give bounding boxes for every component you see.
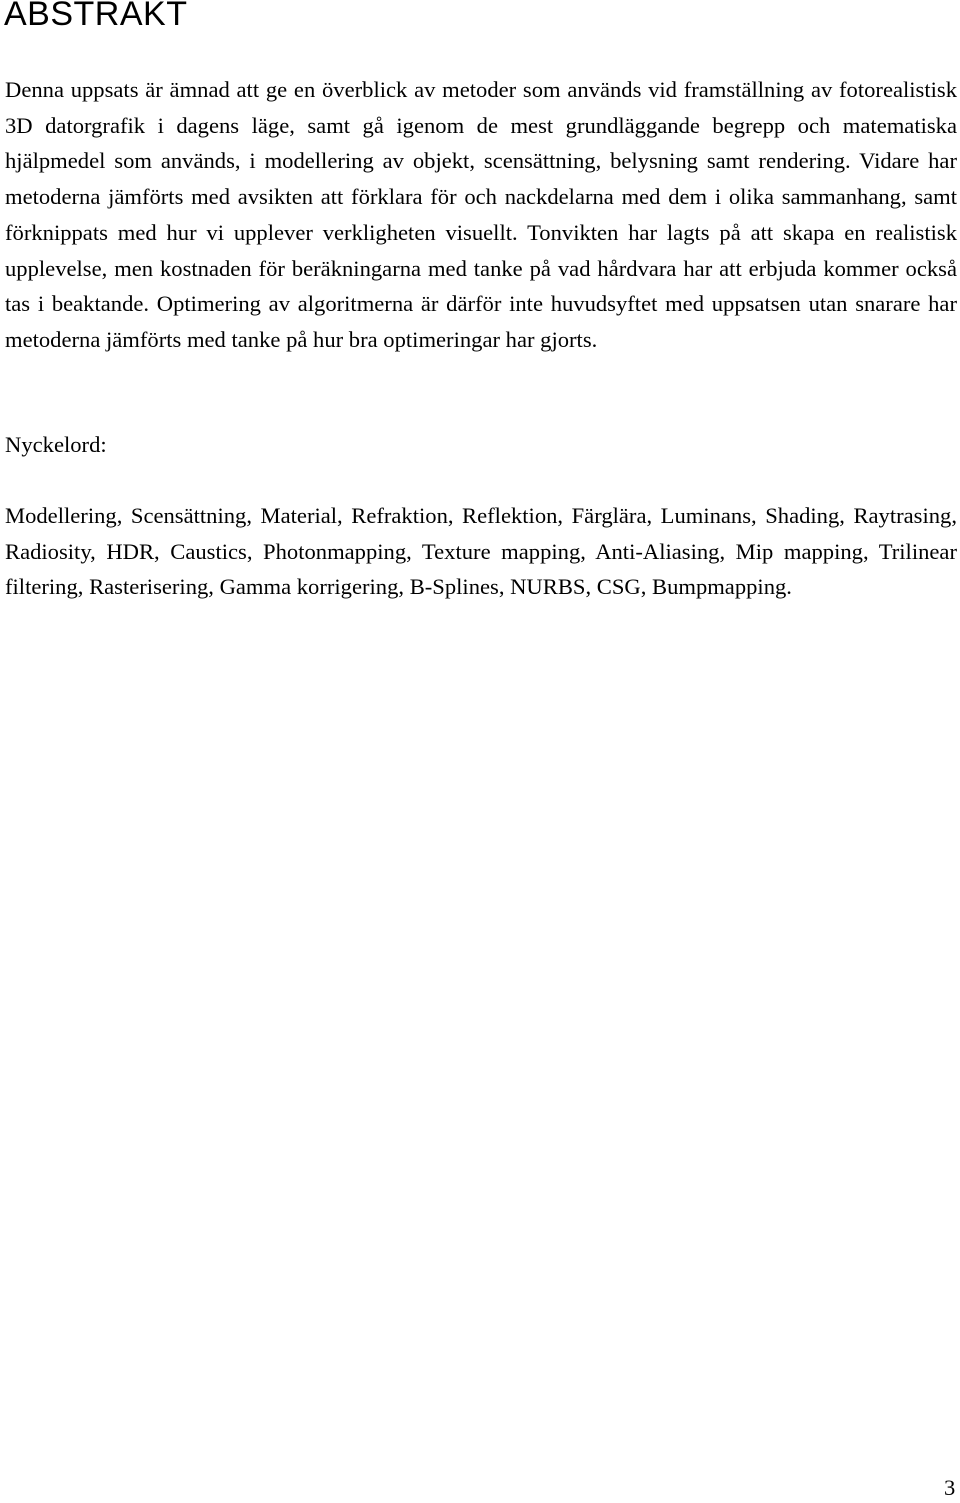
abstract-paragraph: Denna uppsats är ämnad att ge en överblick av metoder som används vid framställning av fotorealistisk 3D datorgrafik i dagens läge, samt gå igenom de mest grundläggande begrepp och matematiska hjälpmedel som används, i modellering av objekt, scensättning, belysning samt rendering. Vidare har metoderna jämförts med avsikten att förklara för och nackdelarna med dem i olika sammanhang, samt förknippats med hur vi upplever verkligheten visuellt. Tonvikten har lagts på att skapa en realistisk upplevelse, men kostnaden för beräkningarna med tanke på vad hårdvara har att erbjuda kommer också tas i beaktande. Optimering av algoritmerna är därför inte huvudsyftet med uppsatsen utan snarare har metoderna jämförts med tanke på hur bra optimeringar har gjorts. [5, 77, 957, 352]
abstract-heading: ABSTRAKT [4, 0, 188, 33]
keywords-list: Modellering, Scensättning, Material, Refraktion, Reflektion, Färglära, Luminans, Shading, Raytrasing, Radiosity, HDR, Caustics, Photonmapping, Texture mapping, Anti-Aliasing, Mip mapping, Trilinear filtering, Rasterisering, Gamma korrigering, B-Splines, NURBS, CSG, Bumpmapping. [5, 503, 957, 599]
page-number: 3 [944, 1475, 956, 1500]
keywords-label: Nyckelord: [5, 432, 107, 457]
